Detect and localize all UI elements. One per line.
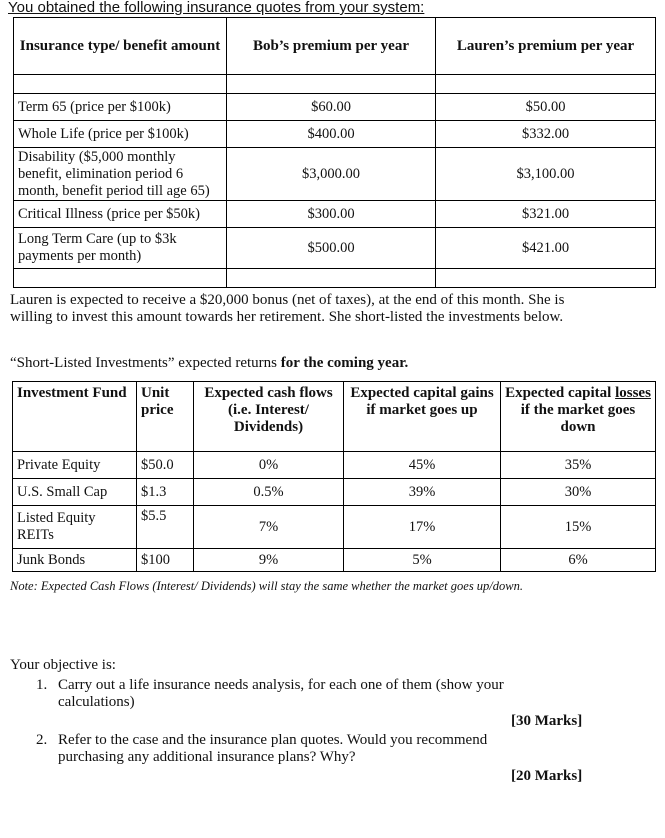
header-fund: Investment Fund <box>13 382 137 452</box>
header-bob-premium: Bob’s premium per year <box>227 18 436 75</box>
table-row <box>14 228 656 269</box>
gain-cell: 17% <box>344 506 501 549</box>
header-capital-losses <box>501 382 656 452</box>
bob-premium-cell: $3,000.00 <box>227 148 436 201</box>
header-lauren-premium: Lauren’s premium per year <box>436 18 656 75</box>
gain-cell: 39% <box>344 479 501 506</box>
price-cell: $5.5 <box>137 506 194 549</box>
shortlist-heading <box>10 355 408 372</box>
lauren-premium-cell: $332.00 <box>436 121 656 148</box>
insurance-type-cell: Long Term Care (up to $3k payments per month) <box>14 228 227 269</box>
table-row <box>14 121 656 148</box>
price-cell: $100 <box>137 549 194 572</box>
table-row <box>13 549 656 572</box>
table-header-row <box>13 382 656 452</box>
loss-cell: 30% <box>501 479 656 506</box>
fund-cell: Listed Equity REITs <box>13 506 137 549</box>
lauren-premium-cell: $321.00 <box>436 201 656 228</box>
loss-cell: 6% <box>501 549 656 572</box>
cash-flow-note: Note: Expected Cash Flows (Interest/ Dividends) will stay the same whether the market goes up/down. <box>10 579 523 593</box>
cash-flow-cell: 9% <box>194 549 344 572</box>
objective-item-2 <box>36 732 556 766</box>
intro-text: You obtained the following insurance quotes from your system: <box>8 0 425 16</box>
cash-flow-cell: 7% <box>194 506 344 549</box>
header-losses-pre: Expected capital <box>505 385 616 401</box>
lauren-premium-cell: $50.00 <box>436 94 656 121</box>
header-losses-post: if the market goes down <box>520 402 636 435</box>
lauren-premium-cell: $3,100.00 <box>436 148 656 201</box>
table-spacer-row <box>14 75 656 94</box>
loss-cell: 15% <box>501 506 656 549</box>
shortlist-heading-text: “Short-Listed Investments” expected returns <box>10 355 281 371</box>
insurance-type-cell: Critical Illness (price per $50k) <box>14 201 227 228</box>
bob-premium-cell: $60.00 <box>227 94 436 121</box>
price-cell: $1.3 <box>137 479 194 506</box>
fund-cell: U.S. Small Cap <box>13 479 137 506</box>
objective-item-1 <box>36 677 556 711</box>
table-row <box>14 148 656 201</box>
gain-cell: 5% <box>344 549 501 572</box>
insurance-type-cell: Disability ($5,000 monthly benefit, elimination period 6 month, benefit period till age 65) <box>14 148 227 201</box>
bonus-paragraph: Lauren is expected to receive a $20,000 bonus (net of taxes), at the end of this month. She is willing to invest this amount towards her retirement. She short-listed the investments below. <box>10 292 565 325</box>
header-cash-flows: Expected cash flows (i.e. Interest/ Dividends) <box>194 382 344 452</box>
header-unit-price: Unit price <box>137 382 194 452</box>
table-row <box>14 94 656 121</box>
bob-premium-cell: $300.00 <box>227 201 436 228</box>
table-row <box>13 506 656 549</box>
item-text: Refer to the case and the insurance plan quotes. Would you recommend purchasing any additional insurance plans? Why? <box>58 732 488 765</box>
marks-label: [20 Marks] <box>511 768 583 784</box>
item-text: Carry out a life insurance needs analysis, for each one of them (show your calculations) <box>58 677 504 710</box>
investments-table <box>12 381 656 572</box>
loss-cell: 35% <box>501 452 656 479</box>
gain-cell: 45% <box>344 452 501 479</box>
header-losses-underlined: losses <box>615 385 651 401</box>
price-cell: $50.0 <box>137 452 194 479</box>
insurance-quotes-table <box>13 17 656 288</box>
insurance-type-cell: Whole Life (price per $100k) <box>14 121 227 148</box>
bob-premium-cell: $400.00 <box>227 121 436 148</box>
bob-premium-cell: $500.00 <box>227 228 436 269</box>
table-row <box>13 479 656 506</box>
shortlist-heading-bold: for the coming year. <box>280 355 409 371</box>
table-header-row <box>14 18 656 75</box>
cash-flow-cell: 0% <box>194 452 344 479</box>
header-insurance-type: Insurance type/ benefit amount <box>14 18 227 75</box>
lauren-premium-cell: $421.00 <box>436 228 656 269</box>
fund-cell: Private Equity <box>13 452 137 479</box>
fund-cell: Junk Bonds <box>13 549 137 572</box>
item-number: 2. <box>36 732 48 748</box>
table-row <box>13 452 656 479</box>
table-row <box>14 201 656 228</box>
item-number: 1. <box>36 677 48 693</box>
header-capital-gains: Expected capital gains if market goes up <box>344 382 501 452</box>
marks-label: [30 Marks] <box>511 713 583 729</box>
cash-flow-cell: 0.5% <box>194 479 344 506</box>
insurance-type-cell: Term 65 (price per $100k) <box>14 94 227 121</box>
objective-heading: Your objective is: <box>10 657 116 673</box>
table-spacer-row <box>14 269 656 288</box>
